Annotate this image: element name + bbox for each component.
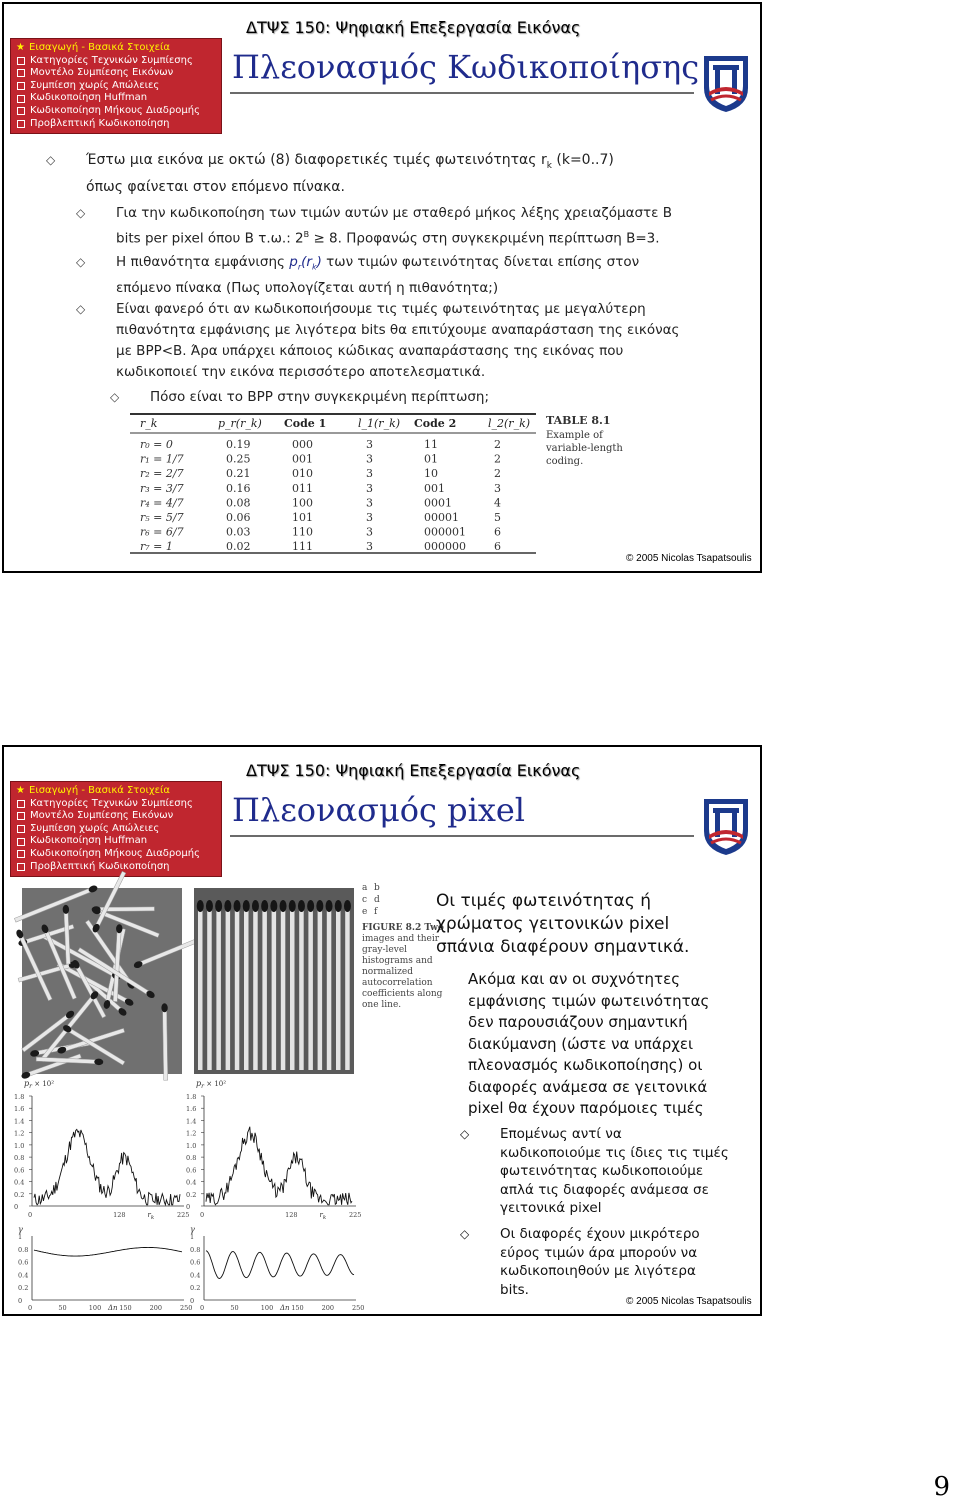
- bullet-bpp-question: ◇ Πόσο είναι το BPP στην συγκεκριμένη περίπτωση;: [150, 387, 750, 408]
- intro-paragraph: Οι τιμές φωτεινότητας ή χρώματος γειτονικών pixel σπάνια διαφέρουν σημαντικά.: [436, 891, 690, 957]
- ac-ylabel: γ: [18, 1225, 23, 1234]
- svg-text:l_2(r_k): l_2(r_k): [488, 417, 531, 430]
- hist-xtick-label: 0: [200, 1211, 205, 1219]
- ac-xtick-label: 250: [352, 1304, 365, 1312]
- diamond-bullet-icon: ◇: [460, 1127, 470, 1141]
- svg-text:b: b: [374, 883, 380, 893]
- histogram-right: [186, 1079, 361, 1221]
- table-cell: 3: [366, 481, 373, 495]
- nav-item-3[interactable]: Συμπίεση χωρίς Απώλειες: [15, 80, 221, 93]
- table-cell: 00001: [424, 511, 459, 524]
- diamond-bullet-icon: ◇: [110, 390, 120, 404]
- table-cell: 6: [494, 525, 501, 539]
- autocorrelation-left: [18, 1225, 195, 1312]
- table-cell: 011: [292, 481, 313, 495]
- table-cell: 2: [494, 452, 501, 466]
- ac-ytick-label: 0.4: [190, 1271, 201, 1280]
- bullet-probability: ◇ Η πιθανότητα εμφάνισης $p_r(r_k)$ των τιμών φωτεινότητας δίνεται επίσης στον επόμενο πίνακα (Πως υπολογίζεται αυτή η πιθανότητα;): [76, 254, 640, 296]
- svg-text:FIGURE 8.2 Two: FIGURE 8.2 Two: [362, 923, 444, 933]
- ac-xlabel: Δn: [108, 1304, 118, 1312]
- hist-ytick-label: 1.2: [186, 1129, 197, 1138]
- table-cell: r₇ = 1: [140, 540, 173, 554]
- university-logo-icon: [701, 52, 751, 114]
- course-title: ΔΤΨΣ 150: Ψηφιακή Επεξεργασία Εικόνας: [246, 18, 581, 37]
- table-cell: 000000: [424, 540, 466, 554]
- star-icon: ★: [16, 785, 25, 796]
- checkbox-icon: [17, 120, 25, 128]
- nav-item-4[interactable]: Κωδικοποίηση Huffman: [15, 835, 221, 848]
- table-cell: 0.19: [226, 438, 251, 451]
- hist-ytick-label: 1.6: [14, 1105, 25, 1114]
- nav-menu: [10, 38, 222, 134]
- ac-xtick-label: 0: [200, 1304, 205, 1312]
- table-cell: 0.08: [226, 496, 251, 510]
- ac-ytick-label: 0: [18, 1297, 23, 1305]
- nav-item-6[interactable]: Προβλεπτική Κωδικοποίηση: [15, 861, 221, 874]
- table-cell: 001: [292, 452, 313, 466]
- course-title: ΔΤΨΣ 150: Ψηφιακή Επεξεργασία Εικόνας: [246, 761, 581, 780]
- hist-xtick-label: 0: [28, 1211, 33, 1219]
- hist-ytick-label: 0.2: [14, 1190, 25, 1199]
- hist-ylabel: $p_r \times 10^2$: [196, 1079, 227, 1090]
- photo-scattered-matches: [14, 871, 202, 1080]
- histogram-left: [14, 1079, 189, 1221]
- slide-pixel-redundancy: [2, 745, 762, 1316]
- table-cell: 000: [292, 438, 313, 451]
- hist-ytick-label: 1.4: [14, 1117, 25, 1126]
- ac-xlabel: Δn: [280, 1304, 290, 1312]
- table-cell: 3: [366, 496, 373, 510]
- table-cell: 0.03: [226, 525, 251, 539]
- checkbox-icon: [17, 95, 25, 103]
- svg-text:r_k: r_k: [140, 417, 158, 430]
- table-cell: 10: [424, 467, 438, 481]
- diamond-bullet-icon: ◇: [76, 255, 86, 269]
- checkbox-icon: [17, 57, 25, 65]
- table-cell: r₃ = 3/7: [140, 481, 184, 495]
- ac-xtick-label: 100: [88, 1304, 102, 1312]
- autocorrelation-curve: [34, 1247, 182, 1256]
- hist-ytick-label: 1.8: [14, 1093, 25, 1101]
- hist-ytick-label: 0.4: [14, 1178, 25, 1187]
- hist-xtick-label: 225: [348, 1211, 362, 1219]
- hist-ytick-label: 0: [186, 1203, 191, 1211]
- hist-ytick-label: 1.4: [186, 1117, 197, 1126]
- autocorrelation-curve: [206, 1251, 354, 1279]
- bullet-smaller-range: ◇ Οι διαφορές έχουν μικρότερο εύρος τιμών άρα μπορούν να κωδικοποιηθούν με λιγότερα bits.: [460, 1226, 700, 1298]
- table-cell: 001: [424, 481, 445, 495]
- title-divider: [230, 835, 694, 837]
- title-divider: [230, 92, 694, 94]
- svg-text:TABLE 8.1: TABLE 8.1: [546, 414, 611, 427]
- ac-xtick-label: 50: [58, 1304, 67, 1312]
- table-body: [140, 438, 501, 553]
- bullet-encode-differences: ◇ Επομένως αντί να κωδικοποιούμε τις ίδιες τις τιμές φωτεινότητας κωδικοποιούμε απλά τις διαφορές ανάμεσα σε γειτονικά pixel: [460, 1126, 729, 1216]
- nav-item-4[interactable]: Κωδικοποίηση Huffman: [15, 92, 221, 105]
- ac-ylabel: γ: [190, 1225, 195, 1234]
- hist-ytick-label: 0.6: [14, 1166, 25, 1175]
- table-cell: 010: [292, 467, 313, 481]
- svg-text:p_r(r_k): p_r(r_k): [218, 417, 262, 430]
- svg-text:histograms and: histograms and: [362, 956, 433, 966]
- nav-item-3[interactable]: Συμπίεση χωρίς Απώλειες: [15, 823, 221, 836]
- nav-item-2[interactable]: Μοντέλο Συμπίεσης Εικόνων: [15, 67, 221, 80]
- table-header: [140, 417, 530, 430]
- histogram-curve: [206, 1127, 352, 1205]
- ac-ytick-label: 0.8: [18, 1245, 29, 1254]
- table-cell: 01: [424, 452, 438, 466]
- svg-text:c: c: [362, 895, 368, 905]
- hist-ytick-label: 1.6: [186, 1105, 197, 1114]
- diamond-bullet-icon: ◇: [76, 302, 86, 316]
- ac-xtick-label: 200: [149, 1304, 163, 1312]
- ac-ytick-label: 0.8: [190, 1245, 201, 1254]
- hist-xtick-label: 225: [176, 1211, 190, 1219]
- autocorrelation-right: [190, 1225, 364, 1312]
- figure-matches-histograms: [14, 882, 444, 1314]
- table-cell: r₅ = 5/7: [140, 511, 184, 524]
- svg-text:a: a: [362, 883, 368, 893]
- table-cell: 000001: [424, 525, 466, 539]
- table-cell: 3: [366, 525, 373, 539]
- table-cell: 11: [424, 438, 438, 451]
- svg-text:Code 2: Code 2: [414, 417, 457, 430]
- svg-text:e: e: [362, 907, 368, 917]
- ac-xtick-label: 150: [291, 1304, 304, 1312]
- svg-text:d: d: [374, 895, 380, 905]
- checkbox-icon: [17, 107, 25, 115]
- checkbox-icon: [17, 863, 25, 871]
- table-cell: 3: [494, 481, 501, 495]
- page-number: 9: [933, 1472, 950, 1502]
- hist-xtick-label: 128: [113, 1211, 126, 1219]
- figure-caption: [362, 883, 444, 1010]
- hist-xlabel: $r_k$: [319, 1211, 327, 1221]
- nav-item-1[interactable]: Κατηγορίες Τεχνικών Συμπίεσης: [15, 55, 221, 68]
- hist-xtick-label: 128: [285, 1211, 298, 1219]
- nav-menu: [10, 781, 222, 877]
- svg-text:images and their: images and their: [362, 934, 440, 944]
- hist-ytick-label: 0.8: [14, 1154, 25, 1163]
- table-cell: 3: [366, 511, 373, 524]
- slide-title: Πλεονασμός pixel: [232, 791, 526, 829]
- nav-item-0[interactable]: ★ Εισαγωγή - Βασικά Στοιχεία: [16, 785, 170, 796]
- svg-text:coefficients along: coefficients along: [362, 989, 443, 999]
- nav-item-1[interactable]: Κατηγορίες Τεχνικών Συμπίεσης: [15, 798, 221, 811]
- table-cell: 2: [494, 467, 501, 481]
- svg-text:autocorrelation: autocorrelation: [362, 978, 433, 988]
- copyright-text: © 2005 Nicolas Tsapatsoulis: [626, 1296, 752, 1307]
- table-cell: 5: [494, 511, 501, 524]
- hist-ytick-label: 1.8: [186, 1093, 197, 1101]
- variable-length-coding-table: [126, 412, 626, 556]
- ac-ytick-label: 0.4: [18, 1271, 29, 1280]
- hist-ytick-label: 0.4: [186, 1178, 197, 1187]
- bullet-variable-length: ◇ Είναι φανερό ότι αν κωδικοποιήσουμε τις τιμές φωτεινότητας με μεγαλύτερη πιθανότητα εμφάνισης με λιγότερα bits θα επιτύχουμε αναπαράσταση της εικόνας με BPP<B. Άρα υπάρχει κάποιος κώδικας αναπαράστασης της εικόνας που κωδικοποιεί την εικόνα περισσότερο αποτελεσματικά.: [76, 301, 680, 380]
- diamond-bullet-icon: ◇: [76, 206, 86, 220]
- hist-ytick-label: 0.8: [186, 1154, 197, 1163]
- svg-text:f: f: [374, 907, 378, 917]
- table-cell: 2: [494, 438, 501, 451]
- ac-ytick-label: 0.6: [190, 1258, 201, 1267]
- table-cell: 3: [366, 540, 373, 554]
- hist-ytick-label: 1.0: [14, 1141, 25, 1150]
- checkbox-icon: [17, 69, 25, 77]
- photo-aligned-matches: [194, 888, 354, 1074]
- hist-ylabel: $p_r \times 10^2$: [24, 1079, 55, 1090]
- histogram-curve: [34, 1129, 180, 1204]
- checkbox-icon: [17, 82, 25, 90]
- hist-ytick-label: 0: [14, 1203, 19, 1211]
- table-cell: 0.06: [226, 511, 251, 524]
- svg-text:gray-level: gray-level: [362, 945, 408, 955]
- table-cell: 6: [494, 540, 501, 554]
- ac-ytick-label: 0.2: [18, 1284, 29, 1293]
- nav-item-0[interactable]: ★ Εισαγωγή - Βασικά Στοιχεία: [16, 42, 170, 53]
- hist-ytick-label: 0.6: [186, 1166, 197, 1175]
- university-logo-icon: [701, 795, 751, 857]
- table-cell: r₆ = 6/7: [140, 525, 184, 539]
- table-cell: 0.21: [226, 467, 251, 481]
- nav-item-5[interactable]: Κωδικοποίηση Μήκους Διαδρομής: [15, 848, 221, 861]
- table-cell: 3: [366, 467, 373, 481]
- ac-ytick-label: 1: [190, 1233, 195, 1241]
- table-cell: 0.25: [226, 452, 251, 466]
- diamond-bullet-icon: ◇: [460, 1227, 470, 1241]
- hist-ytick-label: 1.2: [14, 1129, 25, 1138]
- frequency-paragraph: Ακόμα και αν οι συχνότητες εμφάνισης τιμών φωτεινότητας δεν παρουσιάζουν σημαντική διακύμανση (ώστε να υπάρχει πλεονασμός κωδικοποίησης) οι διαφορές ανάμεσα σε γειτονικά pixel θα έχουν παρόμοιες τιμές: [468, 970, 710, 1117]
- checkbox-icon: [17, 838, 25, 846]
- ac-xtick-label: 100: [260, 1304, 274, 1312]
- ac-ytick-label: 0.2: [190, 1284, 201, 1293]
- bullet-intro: ◇ Έστω μια εικόνα με οκτώ (8) διαφορετικές τιμές φωτεινότητας $r_k$ (k=0..7) όπως φαίνεται στον επόμενο πίνακα.: [46, 152, 614, 195]
- svg-text:l_1(r_k): l_1(r_k): [358, 417, 401, 430]
- nav-item-6[interactable]: Προβλεπτική Κωδικοποίηση: [15, 118, 221, 131]
- table-cell: 0.02: [226, 540, 251, 554]
- ac-xtick-label: 150: [119, 1304, 132, 1312]
- nav-item-2[interactable]: Μοντέλο Συμπίεσης Εικόνων: [15, 810, 221, 823]
- table-cell: r₁ = 1/7: [140, 452, 184, 466]
- svg-text:normalized: normalized: [362, 967, 414, 977]
- table-cell: 0.16: [226, 481, 251, 495]
- table-cell: 3: [366, 438, 373, 451]
- table-cell: 111: [292, 540, 313, 554]
- hist-xlabel: $r_k$: [147, 1211, 155, 1221]
- table-cell: r₂ = 2/7: [140, 467, 184, 481]
- ac-xtick-label: 0: [28, 1304, 33, 1312]
- svg-text:coding.: coding.: [546, 456, 584, 467]
- svg-text:Code 1: Code 1: [284, 417, 327, 430]
- slide-coding-redundancy: [2, 2, 762, 573]
- ac-ytick-label: 1: [18, 1233, 23, 1241]
- ac-ytick-label: 0: [190, 1297, 195, 1305]
- ac-xtick-label: 200: [321, 1304, 335, 1312]
- bullet-fixed-length: ◇ Για την κωδικοποίηση των τιμών αυτών με σταθερό μήκος λέξης χρειαζόμαστε B bits per pixel όπου B τ.ω.: $2^B \ge 8$. Προφανώς στη συγκεκριμένη περίπτωση B=3.: [76, 205, 673, 247]
- table-caption: [545, 414, 623, 467]
- hist-ytick-label: 0.2: [186, 1190, 197, 1199]
- checkbox-icon: [17, 812, 25, 820]
- nav-item-5[interactable]: Κωδικοποίηση Μήκους Διαδρομής: [15, 105, 221, 118]
- hist-ytick-label: 1.0: [186, 1141, 197, 1150]
- svg-text:one line.: one line.: [362, 1000, 402, 1010]
- checkbox-icon: [17, 825, 25, 833]
- ac-xtick-label: 250: [180, 1304, 193, 1312]
- star-icon: ★: [16, 42, 25, 53]
- svg-text:variable-length: variable-length: [546, 443, 623, 454]
- slide-title: Πλεονασμός Κωδικοποίησης: [232, 48, 700, 86]
- table-cell: r₄ = 4/7: [140, 496, 184, 510]
- checkbox-icon: [17, 800, 25, 808]
- checkbox-icon: [17, 850, 25, 858]
- table-cell: r₀ = 0: [140, 438, 173, 451]
- ac-xtick-label: 50: [230, 1304, 239, 1312]
- table-cell: 110: [292, 525, 313, 539]
- table-cell: 4: [494, 496, 501, 510]
- table-cell: 100: [292, 496, 313, 510]
- table-cell: 3: [366, 452, 373, 466]
- svg-text:Example of: Example of: [546, 430, 603, 441]
- table-cell: 0001: [424, 496, 452, 510]
- copyright-text: © 2005 Nicolas Tsapatsoulis: [626, 553, 752, 564]
- diamond-bullet-icon: ◇: [46, 153, 56, 167]
- table-cell: 101: [292, 511, 313, 524]
- ac-ytick-label: 0.6: [18, 1258, 29, 1267]
